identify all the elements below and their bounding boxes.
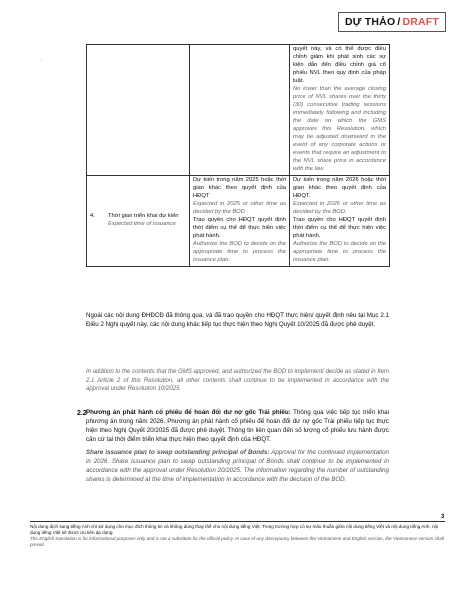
terms-table — [86, 44, 390, 267]
table-cell — [290, 175, 390, 266]
table-cell — [87, 45, 190, 176]
item-number: 4. — [90, 212, 95, 219]
table-cell — [190, 45, 290, 176]
cell-text-en: Authorize the BOD to decide on the appropriate time to process the issuance plan. — [193, 240, 286, 263]
table-row — [87, 175, 390, 266]
cell-text-vi: Dự kiến trong năm 2026 hoặc thời gian khác theo quyết định của HĐQT. — [293, 176, 386, 199]
item-heading — [90, 213, 186, 221]
cell-text-en: Expected in 2026 or other time as decided by the BOD. — [293, 200, 386, 215]
page-number: 3 — [441, 514, 445, 520]
cell-text-en: Authorize the BOD to decide on the appropriate time to process the issuance plan. — [293, 240, 386, 263]
item-title-en: Expected time of issuance — [108, 220, 176, 227]
cell-text-en: Expected in 2025 or other time as decided by the BOD — [193, 200, 286, 215]
cell-text-vi: Dự kiến trong năm 2025 hoặc thời gian khác theo quyết định của HĐQT — [193, 176, 286, 199]
paragraph-en-text: In addition to the contents that the GMS approved, and authorized the BOD to implement/ decide as stated in Item 2.1 Article 2 of this Resolution, all other contents shall continue to be implemented in accordance with the approval under Resolution 10/2025. — [86, 369, 389, 393]
section-title-vi: Phương án phát hành cổ phiếu để hoán đổi dư nợ gốc Trái phiếu: — [86, 409, 291, 416]
cell-text-en: No lower than the average closing price of NVL shares over the thirty (30) consecutive trading sessions immediately following and including the date on which the GMS approves this Resolution, which may be adjusted downward in the event of any corporate actions or events that require an adjustment to the NVL share price in accordance with the law. — [293, 85, 386, 172]
draft-separator: / — [397, 16, 401, 28]
item-title-vi: Thời gian triển khai dự kiến — [108, 212, 179, 219]
table-cell — [290, 45, 390, 176]
footer-divider — [30, 521, 445, 522]
footer-text-vi: Nội dung dịch sang tiếng Anh chỉ sử dụng cho mục đích thông tin và không dùng thay thế cho nội dung tiếng Việt. Trong trường hợp có sự mâu thuẫn giữa nội dung tiếng Việt và nội dung tiếng Anh, nội dung tiếng Việt sẽ được ưu tiên áp dụng. — [30, 524, 439, 536]
section-number: 2.2 — [77, 410, 87, 417]
page-mark: · — [40, 58, 42, 64]
cell-text-vi: Trao quyền cho HĐQT quyết định thời điểm cụ thể để thực hiện việc phát hành. — [193, 216, 286, 239]
section-text-en: Approval for the continued implementation in 2026. Share issuance plan to swap outstanding principal of Bonds shall continue to be implemented in accordance with the approval under Resolution 20/2025. The information regarding the number of outstanding shares is determined at the time of implementation in accordance with the decision of the BOD. — [86, 448, 389, 483]
section-body-vi — [86, 409, 389, 445]
paragraph-vi: Ngoài các nội dung ĐHĐCĐ đã thông qua, và đã trao quyền cho HĐQT thực hiện/ quyết định nêu tại Mục 2.1 Điều 2 Nghị quyết này, các nội dung khác tiếp tục thực hiện theo Nghị Quyết 10/2025 đã được phê duyệt. — [86, 312, 389, 328]
table-cell — [190, 175, 290, 266]
footer-text-en: The English translation is for informational purposes only and is not a substitute for the official policy. In case of any discrepancy between the Vietnamese and English version, the Vietnamese version shall prevail. — [30, 536, 444, 548]
section-text-vi: Thông qua việc tiếp tục triển khai phương án trong năm 2026. Phương án phát hành cổ phiếu để hoán đổi dư nợ gốc Trái phiếu tiếp tục thực hiện theo Nghị Quyết 20/2025 đã được phê duyệt. Thông tin liên quan đến số lượng cổ phiếu lưu hành được căn cứ tại thời điểm triển khai thực hiện theo quyết định của HĐQT. — [86, 409, 389, 443]
section-2-2 — [77, 409, 389, 485]
table-row — [87, 45, 390, 176]
table-cell — [87, 175, 190, 266]
draft-label-en: DRAFT — [402, 16, 440, 28]
draft-label-vi: DỰ THẢO — [344, 16, 396, 28]
footer-disclaimer — [30, 524, 445, 548]
paragraph-en — [86, 368, 389, 394]
section-body-en — [86, 449, 389, 485]
section-title-en: Share issuance plan to swap outstanding principal of Bonds: — [86, 448, 270, 456]
cell-text-vi: quyết này, và có thể được điều chỉnh giảm khi phát sinh các sự kiện dẫn đến điều chỉnh giá cổ phiếu NVL theo quy định của pháp luật. — [293, 46, 386, 84]
draft-stamp — [338, 12, 446, 32]
cell-text-vi: Trao quyền cho HĐQT quyết định thời điểm cụ thể để thực hiện việc phát hành. — [293, 216, 386, 239]
